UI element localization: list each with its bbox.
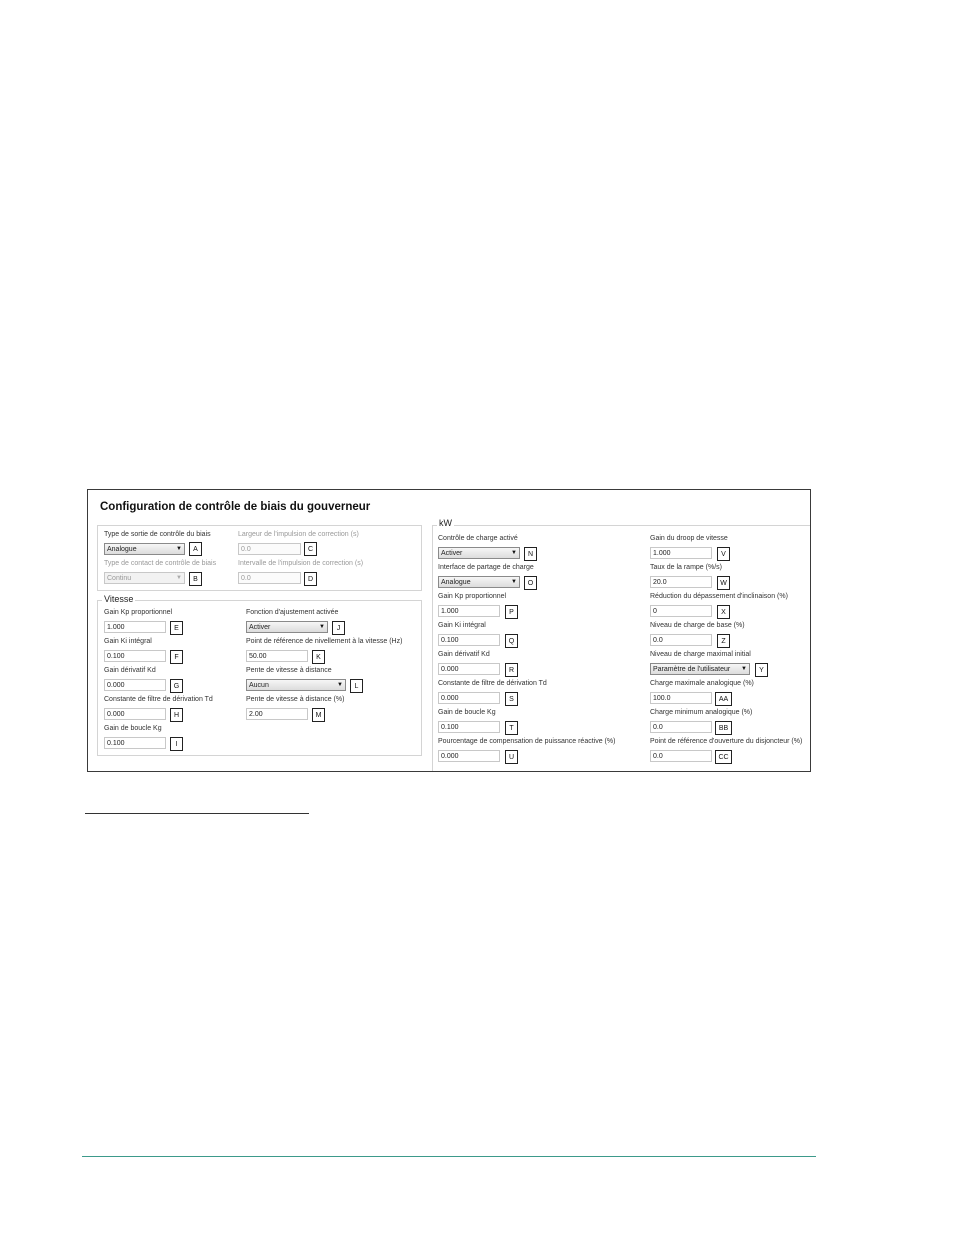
breaker-open-input[interactable]: 0.0 [650,750,712,762]
tag-u: U [505,750,518,764]
speed-kd-label: Gain dérivatif Kd [104,667,156,674]
tag-b: B [189,572,202,586]
speed-kd-input[interactable]: 0.000 [104,679,166,691]
speed-ki-input[interactable]: 0.100 [104,650,166,662]
tag-m: M [312,708,325,722]
speed-td-label: Constante de filtre de dérivation Td [104,696,213,703]
init-max-label: Niveau de charge maximal initial [650,651,751,658]
speed-kp-label: Gain Kp proportionnel [104,609,173,616]
tag-o: O [524,576,537,590]
tag-f: F [170,650,183,664]
tag-s: S [505,692,518,706]
output-type-select[interactable]: Analogue ▼ [104,543,185,555]
kw-kp-label: Gain Kp proportionnel [438,593,507,600]
kw-legend: kW [439,518,452,528]
share-iface-label: Interface de partage de charge [438,564,534,571]
tag-j: J [332,621,345,635]
pulse-width-label: Largeur de l'impulsion de correction (s) [238,531,359,538]
tag-r: R [505,663,518,677]
droop-label: Gain du droop de vitesse [650,535,728,542]
output-type-label: Type de sortie de contrôle du biais [104,531,211,538]
tag-a: A [189,542,202,556]
kw-kg-label: Gain de boucle Kg [438,709,496,716]
tag-q: Q [505,634,518,648]
overshoot-label: Réduction du dépassement d'inclinaison (%) [650,593,788,600]
chevron-down-icon: ▼ [511,579,517,585]
speed-ki-label: Gain Ki intégral [104,638,152,645]
tag-c: C [304,542,317,556]
kw-kd-label: Gain dérivatif Kd [438,651,490,658]
tag-n: N [524,547,537,561]
tag-p: P [505,605,518,619]
kw-ki-label: Gain Ki intégral [438,622,486,629]
tag-v: V [717,547,730,561]
remote-slope-label: Pente de vitesse à distance [246,667,332,674]
overshoot-input[interactable]: 0 [650,605,712,617]
tag-g: G [170,679,183,693]
speed-kg-label: Gain de boucle Kg [104,725,162,732]
trim-enabled-label: Fonction d'ajustement activée [246,609,339,616]
bias-group [97,525,422,591]
tag-bb: BB [715,721,732,735]
droop-input[interactable]: 1.000 [650,547,712,559]
remote-slope-select[interactable]: Aucun ▼ [246,679,346,691]
kw-kd-input[interactable]: 0.000 [438,663,500,675]
tag-x: X [717,605,730,619]
speed-kp-input[interactable]: 1.000 [104,621,166,633]
breaker-open-label: Point de référence d'ouverture du disjoncteur (%) [650,738,803,745]
init-max-select[interactable]: Paramètre de l'utilisateur ▼ [650,663,750,675]
reactive-input[interactable]: 0.000 [438,750,500,762]
tag-k: K [312,650,325,664]
speed-td-input[interactable]: 0.000 [104,708,166,720]
panel-title: Configuration de contrôle de biais du gouverneur [100,501,371,513]
min-analog-label: Charge minimum analogique (%) [650,709,753,716]
contact-type-select[interactable]: Continu ▼ [104,572,185,584]
speed-kg-input[interactable]: 0.100 [104,737,166,749]
speed-setpoint-input[interactable]: 50.00 [246,650,308,662]
contact-type-label: Type de contact de contrôle de biais [104,560,217,567]
tag-cc: CC [715,750,732,764]
tag-l: L [350,679,363,693]
footer-rule [82,1156,816,1157]
pulse-width-input[interactable]: 0.0 [238,543,301,555]
tag-y: Y [755,663,768,677]
tag-t: T [505,721,518,735]
share-iface-select[interactable]: Analogue ▼ [438,576,520,588]
ramp-label: Taux de la rampe (%/s) [650,564,722,571]
max-analog-input[interactable]: 100.0 [650,692,712,704]
load-ctrl-label: Contrôle de charge activé [438,535,518,542]
base-load-label: Niveau de charge de base (%) [650,622,745,629]
chevron-down-icon: ▼ [176,575,182,581]
chevron-down-icon: ▼ [511,550,517,556]
pulse-interval-input[interactable]: 0.0 [238,572,301,584]
ramp-input[interactable]: 20.0 [650,576,712,588]
chevron-down-icon: ▼ [741,666,747,672]
tag-i: I [170,737,183,751]
remote-slope-pct-input[interactable]: 2.00 [246,708,308,720]
min-analog-input[interactable]: 0.0 [650,721,712,733]
chevron-down-icon: ▼ [319,624,325,630]
tag-h: H [170,708,183,722]
kw-ki-input[interactable]: 0.100 [438,634,500,646]
base-load-input[interactable]: 0.0 [650,634,712,646]
tag-z: Z [717,634,730,648]
chevron-down-icon: ▼ [337,682,343,688]
reactive-label: Pourcentage de compensation de puissance réactive (%) [438,738,616,745]
vitesse-group [97,594,422,756]
vitesse-legend: Vitesse [104,594,134,604]
tag-w: W [717,576,730,590]
governor-bias-config-panel [87,489,811,772]
remote-slope-pct-label: Pente de vitesse à distance (%) [246,696,345,703]
chevron-down-icon: ▼ [176,546,182,552]
kw-kg-input[interactable]: 0.100 [438,721,500,733]
footnote-separator [85,813,309,814]
kw-group [432,518,810,771]
kw-td-input[interactable]: 0.000 [438,692,500,704]
tag-aa: AA [715,692,732,706]
tag-d: D [304,572,317,586]
speed-setpoint-label: Point de référence de nivellement à la vitesse (Hz) [246,638,403,645]
kw-td-label: Constante de filtre de dérivation Td [438,680,547,687]
tag-e: E [170,621,183,635]
max-analog-label: Charge maximale analogique (%) [650,680,754,687]
trim-enabled-select[interactable]: Activer ▼ [246,621,328,633]
pulse-interval-label: Intervalle de l'impulsion de correction (s) [238,560,364,567]
kw-kp-input[interactable]: 1.000 [438,605,500,617]
load-ctrl-select[interactable]: Activer ▼ [438,547,520,559]
